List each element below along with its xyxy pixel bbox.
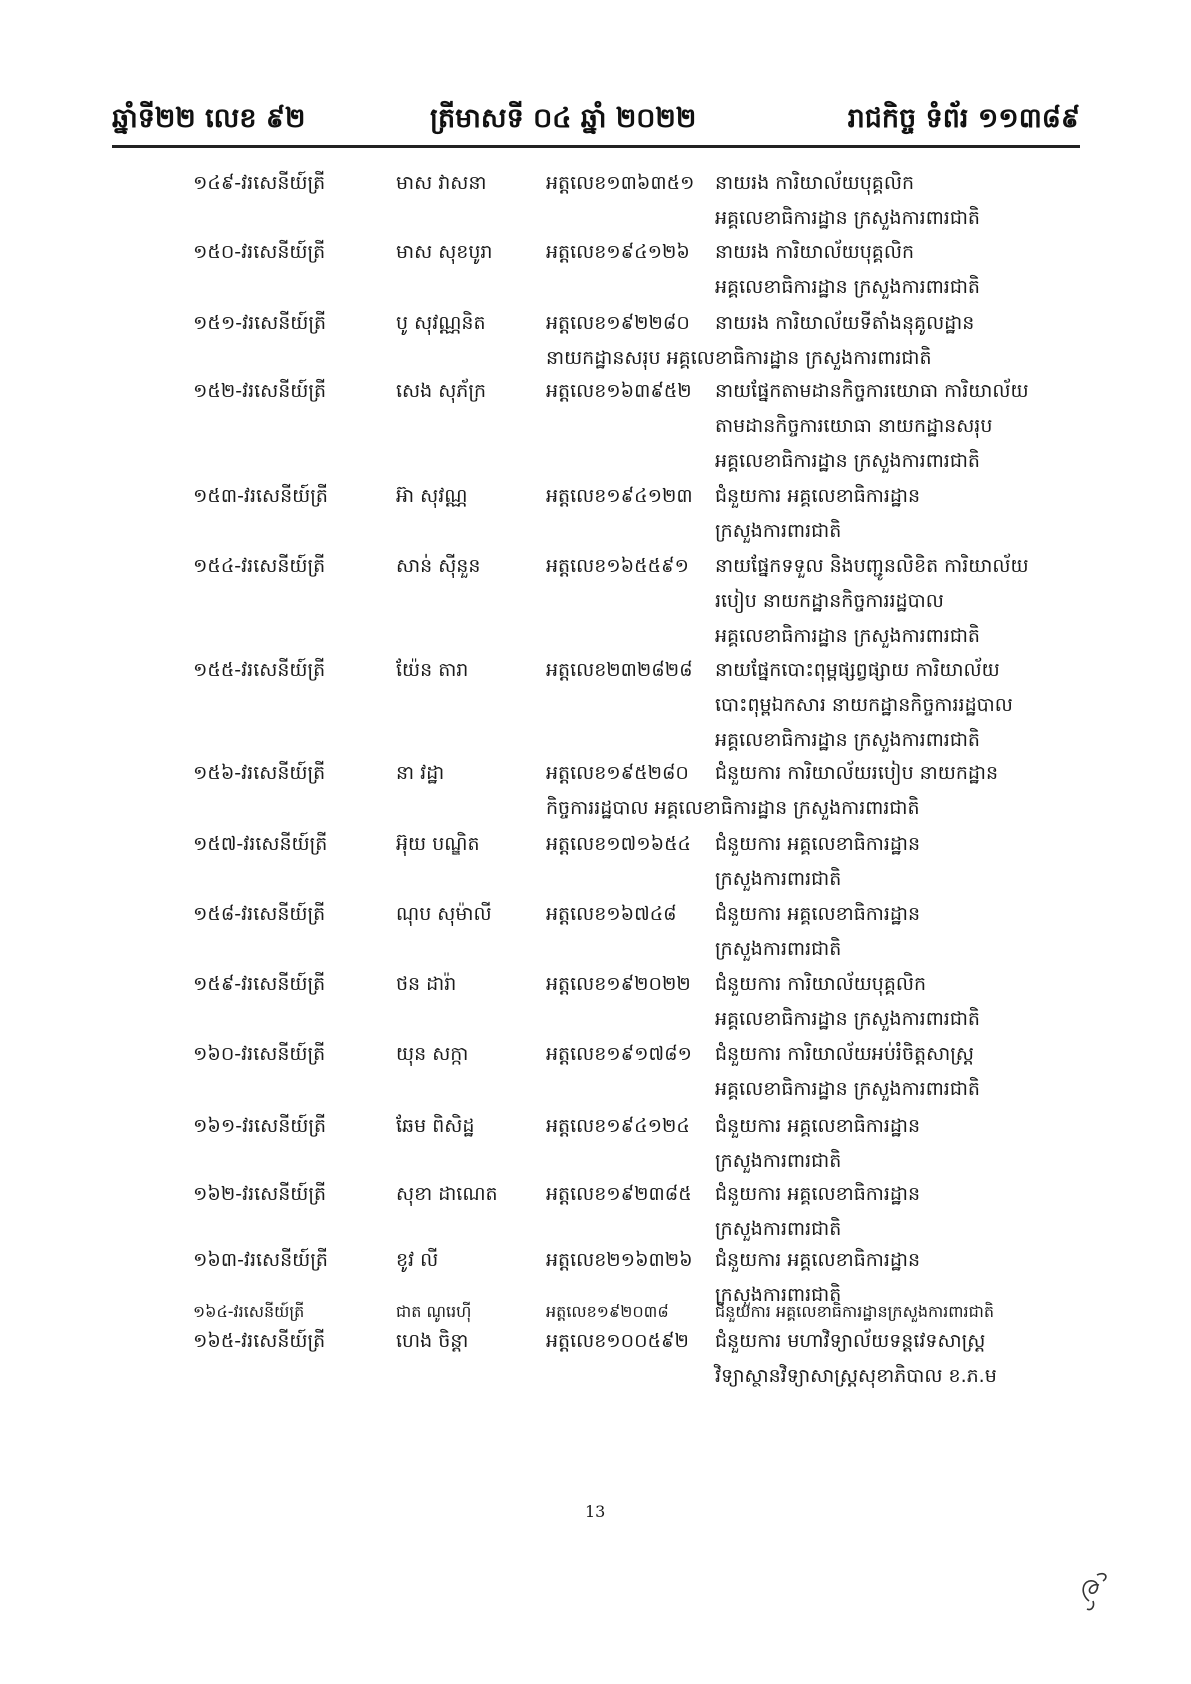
entry-name: នា វដ្ឋា [396, 762, 445, 784]
entry-position-line: ក្រសួងការពារជាតិ [715, 1150, 842, 1172]
entry-id-number: អត្តលេខ១៩២០៣៨ [546, 1302, 669, 1321]
entry-position-line: កិច្ចការរដ្ឋបាល អគ្គលេខាធិការដ្ឋាន ក្រសួងការពារជាតិ [546, 797, 920, 819]
entry-name: យុន សក្កា [396, 1043, 469, 1065]
entry-rank-number: ១៦១-វរសេនីយ៍ត្រី [193, 1115, 327, 1137]
entry-position-line: ជំនួយការ អគ្គលេខាធិការដ្ឋាន [715, 1115, 921, 1137]
entry-name: បូ សុវណ្ណនិត [396, 312, 486, 334]
entry-name: យ៉ែន តារា [396, 659, 469, 681]
entry-id-number: អត្តលេខ១៦៧៤៨ [546, 903, 677, 925]
entry-name: ណុប សុម៉ាលី [396, 903, 492, 925]
entry-rank-number: ១៥៩-វរសេនីយ៍ត្រី [193, 973, 326, 995]
entry-name: សុខា ដាណេត [396, 1183, 498, 1205]
header-rule [112, 145, 1080, 148]
entry-id-number: អត្តលេខ១៩៤១២៣ [546, 485, 693, 507]
entry-id-number: អត្តលេខ១៩២២៨០ [546, 312, 690, 334]
entry-id-number: អត្តលេខ១៩២០២២ [546, 973, 691, 995]
entry-position-line: នាយកដ្ឋានសរុប អគ្គលេខាធិការដ្ឋាន ក្រសួងការពារជាតិ [546, 347, 932, 369]
entry-rank-number: ១៦០-វរសេនីយ៍ត្រី [193, 1043, 326, 1065]
entry-position-line: នាយផ្នែកតាមដានកិច្ចការយោធា ការិយាល័យ [715, 380, 1029, 402]
entry-position-line: ក្រសួងការពារជាតិ [715, 938, 842, 960]
entry-rank-number: ១៦៣-វរសេនីយ៍ត្រី [193, 1249, 328, 1271]
entry-rank-number: ១៥២-វរសេនីយ៍ត្រី [193, 380, 327, 402]
entry-name: ឆែម ពិសិដ្ឋ [396, 1115, 475, 1137]
entry-name: សេង សុភ័ក្រ [396, 380, 487, 402]
entry-name: ជាត ណូរេហ៊ី [396, 1302, 472, 1321]
entry-id-number: អត្តលេខ១០០៥៩២ [546, 1330, 689, 1352]
header-year-issue: ឆ្នាំទី២២ លេខ ៩២ [112, 103, 306, 134]
entry-position-line: បោះពុម្ពឯកសារ នាយកដ្ឋានកិច្ចការរដ្ឋបាល [715, 694, 1013, 716]
entry-rank-number: ១៦៤-វរសេនីយ៍ត្រី [193, 1302, 305, 1321]
entry-id-number: អត្តលេខ១៩៤១២៦ [546, 241, 690, 263]
entry-position-line: ជំនួយការ អគ្គលេខាធិការដ្ឋានក្រសួងការពារជាតិ [715, 1302, 994, 1321]
entry-id-number: អត្តលេខ១៩២៣៨៥ [546, 1183, 692, 1205]
gazette-header [112, 96, 1080, 146]
entry-id-number: អត្តលេខ១៩៥២៨០ [546, 762, 689, 784]
page-number: 13 [585, 1502, 606, 1521]
entry-position-line: ក្រសួងការពារជាតិ [715, 520, 842, 542]
entry-id-number: អត្តលេខ២១៦៣២៦ [546, 1249, 693, 1271]
entry-position-line: អគ្គលេខាធិការដ្ឋាន ក្រសួងការពារជាតិ [715, 729, 980, 751]
entry-position-line: ជំនួយការ អគ្គលេខាធិការដ្ឋាន [715, 1183, 921, 1205]
entry-id-number: អត្តលេខ១៦៥៥៩១ [546, 555, 689, 577]
entry-name: ថន ដារ៉ា [396, 973, 457, 995]
entry-position-line: នាយផ្នែកទទួល និងបញ្ជូនលិខិត ការិយាល័យ [715, 555, 1029, 577]
entry-rank-number: ១៥០-វរសេនីយ៍ត្រី [193, 241, 326, 263]
entry-rank-number: ១៥៧-វរសេនីយ៍ត្រី [193, 833, 328, 855]
entry-id-number: អត្តលេខ១៧១៦៥៤ [546, 833, 692, 855]
entry-rank-number: ១៥៨-វរសេនីយ៍ត្រី [193, 903, 326, 925]
entry-rank-number: ១៥១-វរសេនីយ៍ត្រី [193, 312, 327, 334]
entry-name: មាស វាសនា [396, 172, 487, 194]
entry-position-line: ជំនួយការ អគ្គលេខាធិការដ្ឋាន [715, 485, 921, 507]
entry-rank-number: ១៥៦-វរសេនីយ៍ត្រី [193, 762, 326, 784]
entry-rank-number: ១៥៥-វរសេនីយ៍ត្រី [193, 659, 326, 681]
entry-position-line: ក្រសួងការពារជាតិ [715, 1284, 842, 1306]
entry-position-line: ជំនួយការ អគ្គលេខាធិការដ្ឋាន [715, 833, 921, 855]
entry-id-number: អត្តលេខ១៩៤១២៤ [546, 1115, 690, 1137]
entry-position-line: អគ្គលេខាធិការដ្ឋាន ក្រសួងការពារជាតិ [715, 276, 980, 298]
entry-name: អ៊ា សុវណ្ណ [396, 485, 468, 507]
entry-rank-number: ១៦២-វរសេនីយ៍ត្រី [193, 1183, 327, 1205]
entry-id-number: អត្តលេខ១៣៦៣៥១ [546, 172, 695, 194]
entry-position-line: នាយផ្នែកបោះពុម្ពផ្សព្វផ្សាយ ការិយាល័យ [715, 659, 1000, 681]
entry-position-line: នាយរង ការិយាល័យបុគ្គលិក [715, 172, 915, 194]
entry-position-line: តាមដានកិច្ចការយោធា នាយកដ្ឋានសរុប [715, 415, 993, 437]
entry-name: អ៊ុយ បណ្ឌិត [396, 833, 480, 855]
entry-rank-number: ១៥៤-វរសេនីយ៍ត្រី [193, 555, 326, 577]
entry-position-line: អគ្គលេខាធិការដ្ឋាន ក្រសួងការពារជាតិ [715, 450, 980, 472]
entry-name: ខូវ លី [396, 1249, 439, 1271]
entry-id-number: អត្តលេខ២៣២៨២៨ [546, 659, 693, 681]
entry-position-line: អគ្គលេខាធិការដ្ឋាន ក្រសួងការពារជាតិ [715, 1008, 980, 1030]
entry-position-line: អគ្គលេខាធិការដ្ឋាន ក្រសួងការពារជាតិ [715, 1078, 980, 1100]
entry-rank-number: ១៤៩-វរសេនីយ៍ត្រី [193, 172, 326, 194]
entry-position-line: អគ្គលេខាធិការដ្ឋាន ក្រសួងការពារជាតិ [715, 207, 980, 229]
entry-position-line: របៀប នាយកដ្ឋានកិច្ចការរដ្ឋបាល [715, 590, 944, 612]
entry-position-line: ជំនួយការ អគ្គលេខាធិការដ្ឋាន [715, 903, 921, 925]
entry-position-line: អគ្គលេខាធិការដ្ឋាន ក្រសួងការពារជាតិ [715, 625, 980, 647]
entry-name: ហេង ចិន្តា [396, 1330, 469, 1352]
entry-name: សាន់ ស៊ីនួន [396, 555, 481, 577]
header-page-ref: រាជកិច្ច ទំព័រ ១១៣៨៩ [847, 103, 1080, 134]
entry-position-line: ជំនួយការ ការិយាល័យរបៀប នាយកដ្ឋាន [715, 762, 999, 784]
signature-mark [1075, 1565, 1115, 1615]
entry-position-line: នាយរង ការិយាល័យបុគ្គលិក [715, 241, 915, 263]
entry-id-number: អត្តលេខ១៦៣៩៥២ [546, 380, 692, 402]
entry-id-number: អត្តលេខ១៩១៧៨១ [546, 1043, 692, 1065]
entry-name: មាស សុខបូរា [396, 241, 493, 263]
entry-position-line: ជំនួយការ អគ្គលេខាធិការដ្ឋាន [715, 1249, 921, 1271]
entry-position-line: ជំនួយការ ការិយាល័យបុគ្គលិក [715, 973, 927, 995]
header-quarter: ត្រីមាសទី ០៤ ឆ្នាំ ២០២២ [430, 103, 697, 134]
entry-rank-number: ១៥៣-វរសេនីយ៍ត្រី [193, 485, 328, 507]
entry-position-line: វិទ្យាស្ថានវិទ្យាសាស្ត្រសុខាភិបាល ខ.ភ.ម [715, 1365, 997, 1387]
entry-position-line: ក្រសួងការពារជាតិ [715, 868, 842, 890]
entry-position-line: នាយរង ការិយាល័យទីតាំងនុគូលដ្ឋាន [715, 312, 975, 334]
entry-position-line: ជំនួយការ ការិយាល័យអប់រំចិត្តសាស្ត្រ [715, 1043, 974, 1065]
entry-position-line: ក្រសួងការពារជាតិ [715, 1218, 842, 1240]
entry-rank-number: ១៦៥-វរសេនីយ៍ត្រី [193, 1330, 326, 1352]
entry-position-line: ជំនួយការ មហាវិទ្យាល័យទន្តវេទសាស្ត្រ [715, 1330, 986, 1352]
